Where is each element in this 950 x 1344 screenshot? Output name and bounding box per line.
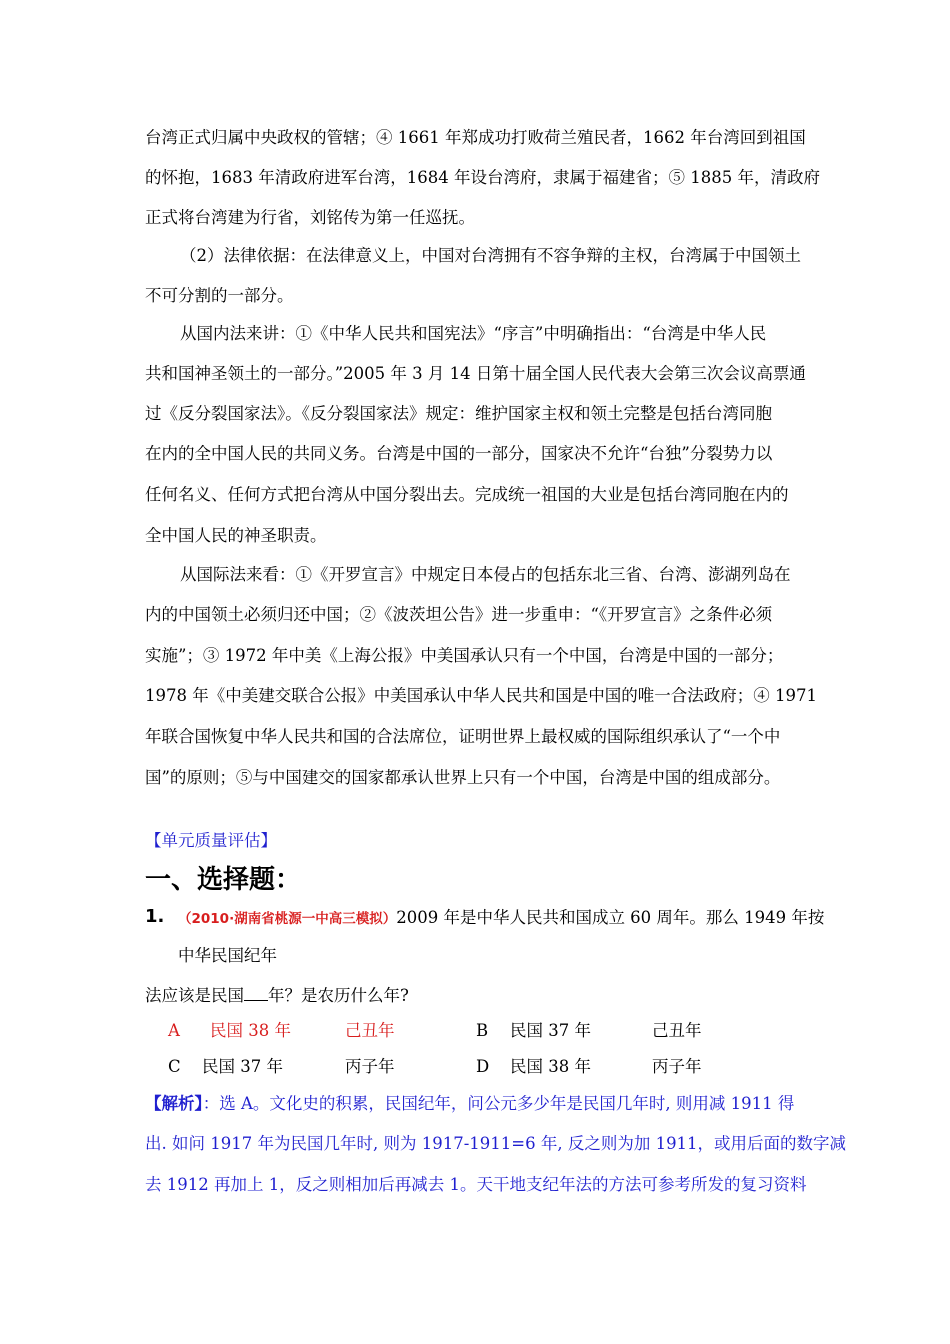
option-b-letter: B xyxy=(476,1021,489,1040)
analysis-line xyxy=(145,1094,794,1114)
option-d-letter: D xyxy=(476,1057,490,1076)
question-text-line2: 中华民国纪年 xyxy=(178,946,277,965)
option-a-ganzhi: 己丑年 xyxy=(345,1021,395,1040)
option-d-ganzhi: 丙子年 xyxy=(652,1057,702,1076)
question-text-part: 法应该是民国 xyxy=(145,986,244,1005)
answer-blank xyxy=(244,986,268,1001)
analysis-label: 【解析】 xyxy=(145,1094,203,1113)
option-c-ganzhi: 丙子年 xyxy=(345,1057,395,1076)
paragraph-line: 从国内法来讲：①《中华人民共和国宪法》“序言”中明确指出：“台湾是中华人民 xyxy=(180,324,767,343)
option-d-value: 民国 38 年 xyxy=(510,1057,591,1076)
option-b-value: 民国 37 年 xyxy=(510,1021,591,1040)
option-a-value: 民国 38 年 xyxy=(210,1021,291,1040)
paragraph-line: 在内的全中国人民的共同义务。台湾是中国的一部分，国家决不允许“台独”分裂势力以 xyxy=(145,444,773,463)
question-stem xyxy=(178,908,824,929)
question-number: 1. xyxy=(145,906,165,927)
paragraph-line: 全中国人民的神圣职责。 xyxy=(145,526,327,545)
analysis-line: 出. 如问 1917 年为民国几年时, 则为 1917-1911=6 年, 反之则为加 1911，或用后面的数字减 xyxy=(145,1134,847,1153)
option-b-ganzhi: 己丑年 xyxy=(652,1021,702,1040)
paragraph-line: 实施”；③ 1972 年中美《上海公报》中美国承认只有一个中国，台湾是中国的一部分； xyxy=(145,646,784,665)
paragraph-line: 台湾正式归属中央政权的管辖；④ 1661 年郑成功打败荷兰殖民者，1662 年台湾回到祖国 xyxy=(145,128,806,147)
question-text: 2009 年是中华人民共和国成立 60 周年。那么 1949 年按 xyxy=(396,908,825,927)
paragraph-line: 年联合国恢复中华人民共和国的合法席位，证明世界上最权威的国际组织承认了“一个中 xyxy=(145,727,781,746)
paragraph-line: 的怀抱，1683 年清政府进军台湾，1684 年设台湾府，隶属于福建省；⑤ 1885 年，清政府 xyxy=(145,168,820,187)
section-heading: 一、选择题： xyxy=(145,865,302,895)
paragraph-line: （2）法律依据：在法律意义上，中国对台湾拥有不容争辩的主权，台湾属于中国领土 xyxy=(180,246,801,265)
option-c-value: 民国 37 年 xyxy=(202,1057,283,1076)
option-a-letter: A xyxy=(168,1021,180,1040)
paragraph-line: 过《反分裂国家法》。《反分裂国家法》规定：维护国家主权和领土完整是包括台湾同胞 xyxy=(145,404,772,423)
analysis-text: ：选 A。文化史的积累，民国纪年，问公元多少年是民国几年时, 则用减 1911 得 xyxy=(202,1094,795,1113)
paragraph-line: 1978 年《中美建交联合公报》中美国承认中华人民共和国是中国的唯一合法政府；④ 1971 xyxy=(145,686,817,705)
paragraph-line: 任何名义、任何方式把台湾从中国分裂出去。完成统一祖国的大业是包括台湾同胞在内的 xyxy=(145,485,789,504)
question-text-line3 xyxy=(145,986,409,1006)
analysis-line: 去 1912 再加上 1，反之则相加后再减去 1。天干地支纪年法的方法可参考所发的复习资料 xyxy=(145,1175,807,1194)
paragraph-line: 从国际法来看：①《开罗宣言》中规定日本侵占的包括东北三省、台湾、澎湖列岛在 xyxy=(180,565,791,584)
paragraph-line: 正式将台湾建为行省，刘铭传为第一任巡抚。 xyxy=(145,208,475,227)
question-source: （2010·湖南省桃源一中高三模拟） xyxy=(178,911,397,927)
question-text-part: 年？是农历什么年? xyxy=(268,986,409,1005)
paragraph-line: 内的中国领土必须归还中国；②《波茨坦公告》进一步重申：“《开罗宣言》之条件必须 xyxy=(145,605,773,624)
paragraph-line: 共和国神圣领土的一部分。”2005 年 3 月 14 日第十届全国人民代表大会第三次会议高票通 xyxy=(145,364,806,383)
option-c-letter: C xyxy=(168,1057,181,1076)
paragraph-line: 国”的原则；⑤与中国建交的国家都承认世界上只有一个中国，台湾是中国的组成部分。 xyxy=(145,768,781,787)
paragraph-line: 不可分割的一部分。 xyxy=(145,286,294,305)
section-label: 【单元质量评估】 xyxy=(145,831,277,850)
